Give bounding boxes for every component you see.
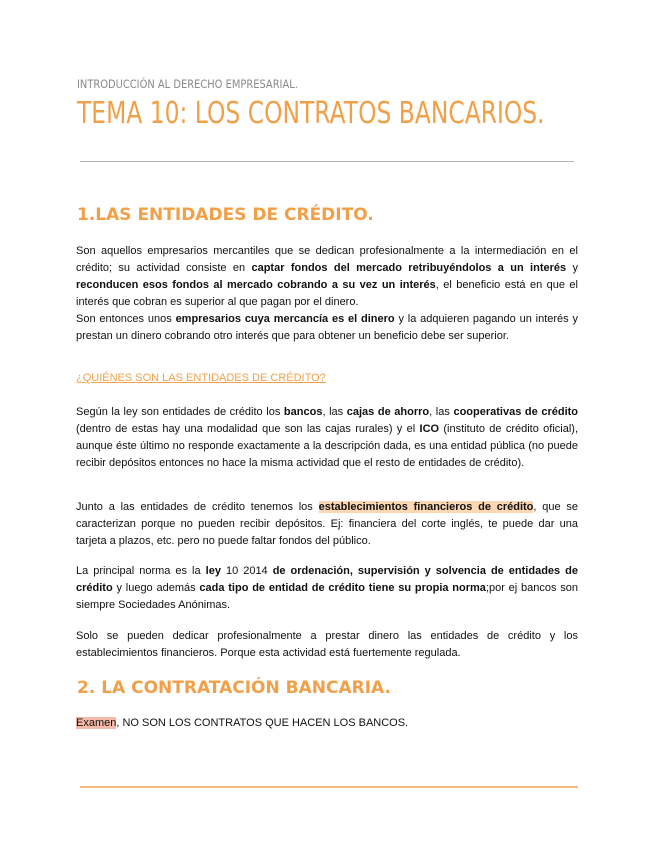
- footer-divider: [80, 786, 578, 788]
- text-run: , que se caracterizan porque no pueden recibir depósitos. Ej: financiera del corte inglés, te puede dar una tarjeta a plazos, etc. pero no puede faltar fondos del público.: [76, 501, 579, 547]
- text-run: (instituto de crédito oficial), aunque éste último no responde exactamente a la descripción dada, es una entidad pública (no puede recibir depósitos entonces no hace la misma actividad que el resto de entidades de crédito).: [76, 423, 579, 469]
- text-run: Según la ley son entidades de crédito los: [76, 406, 284, 418]
- bold-run: ICO: [419, 423, 440, 435]
- text-run: y luego además: [112, 582, 200, 594]
- page-title: TEMA 10: LOS CONTRATOS BANCARIOS.: [77, 96, 545, 131]
- text-run: Junto a las entidades de crédito tenemos los: [76, 501, 319, 513]
- bold-run: cada tipo de entidad de crédito tiene su propia norma: [199, 582, 486, 594]
- text-run: , las: [322, 406, 347, 418]
- text-run: La principal norma es la: [76, 565, 206, 577]
- subheading-link[interactable]: ¿QUIÉNES SON LAS ENTIDADES DE CRÉDITO?: [76, 372, 326, 384]
- bold-run: reconducen esos fondos al mercado cobrando a su vez un interés: [76, 279, 436, 291]
- text-run: 10 2014: [220, 565, 273, 577]
- text-run: (dentro de estas hay una modalidad que son las cajas rurales) y el: [76, 423, 420, 435]
- highlighted-run: establecimientos financieros de crédito: [318, 501, 534, 513]
- text-run: y: [566, 262, 578, 274]
- bold-run: captar fondos del mercado retribuyéndolos a un interés: [251, 262, 567, 274]
- section-heading-entidades: 1.LAS ENTIDADES DE CRÉDITO.: [77, 205, 374, 225]
- highlighted-run: Examen: [76, 717, 117, 729]
- paragraph-entities-list: [76, 404, 578, 472]
- paragraph-activity: Solo se pueden dedicar profesionalmente a prestar dinero las entidades de crédito y los establecimientos financieros. Porque esta actividad está fuertemente regulada.: [76, 630, 578, 659]
- course-name: INTRODUCCIÓN AL DERECHO EMPRESARIAL.: [77, 77, 298, 91]
- text-run: , NO SON LOS CONTRATOS QUE HACEN LOS BANCOS.: [116, 717, 409, 729]
- text-run: Son entonces unos: [76, 313, 176, 325]
- bold-run: cajas de ahorro: [346, 406, 430, 418]
- text-run: , el beneficio está en que el interés que cobran es superior al que pagan por el dinero.: [76, 279, 578, 308]
- text-run: y la adquieren pagando un interés y prestan un dinero cobrando otro interés que para obtener un beneficio debe ser superior.: [76, 313, 578, 342]
- title-divider: [80, 161, 574, 162]
- bold-run: bancos: [283, 406, 323, 418]
- bold-run: empresarios cuya mercancía es el dinero: [175, 313, 395, 325]
- text-run: Son aquellos empresarios mercantiles que se dedican profesionalmente a la intermediación en el crédito; su actividad consiste en: [76, 245, 578, 274]
- paragraph-regulation: [76, 563, 578, 614]
- bold-run: cooperativas de crédito: [453, 406, 579, 418]
- text-run: ;por ej bancos son siempre Sociedades Anónimas.: [76, 582, 579, 611]
- text-run: , las: [429, 406, 454, 418]
- paragraph-exam-note: [76, 715, 578, 732]
- bold-run: ley: [205, 565, 221, 577]
- paragraph-financial-establishments: [76, 499, 578, 550]
- bold-run: de ordenación, supervisión y solvencia de entidades de crédito: [76, 565, 579, 594]
- paragraph-definition: [76, 243, 578, 345]
- section-heading-contratacion: 2. LA CONTRATACIÓN BANCARIA.: [77, 678, 391, 698]
